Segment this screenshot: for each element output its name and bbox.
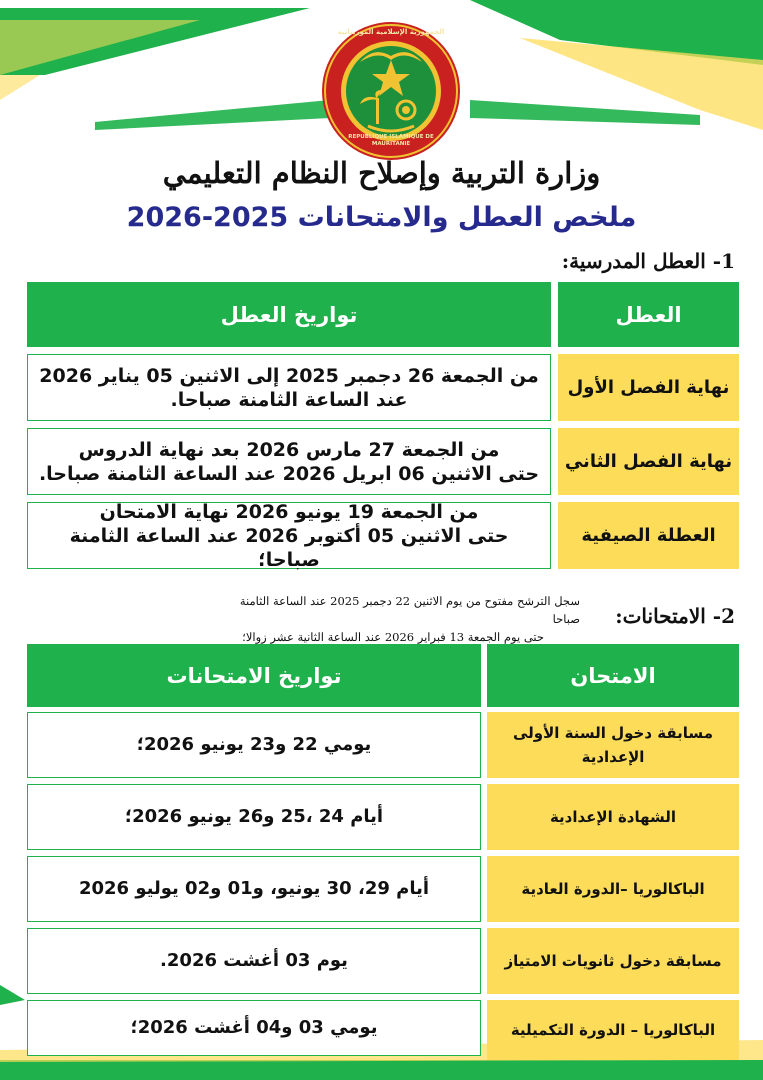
holiday-label-term1: نهاية الفصل الأول (558, 354, 739, 421)
holidays-header-holiday: العطل (558, 282, 739, 347)
exams-section-title: 2- الامتحانات: (615, 604, 735, 628)
top-left-yellow-band (0, 20, 200, 75)
holiday-dates-term1 (27, 354, 551, 421)
bottom-green-band (0, 1060, 763, 1080)
holiday-dates-line: حتى الاثنين 05 أكتوبر 2026 عند الساعة الثامنة صباحا؛ (69, 524, 509, 571)
exam-label-bac-normal: الباكالوريا –الدورة العادية (487, 856, 739, 922)
holidays-header-dates: تواريخ العطل (27, 282, 551, 347)
holiday-dates-summer (27, 502, 551, 569)
emblem-ring-text-ar: الجمهورية الإسلامية الموريتانية (337, 28, 445, 36)
holidays-section-title: 1- العطل المدرسية: (561, 249, 735, 273)
holiday-label-term2: نهاية الفصل الثاني (558, 428, 739, 495)
exam-label-brevet: الشهادة الإعدادية (487, 784, 739, 850)
holiday-dates-line: من الجمعة 27 مارس 2026 بعد نهاية الدروس (78, 438, 500, 461)
exam-date-bac-normal: أيام 29، 30 يونيو، و01 و02 يوليو 2026 (27, 856, 481, 922)
exam-date-excellence: يوم 03 أغشت 2026. (27, 928, 481, 994)
ministry-name: وزارة التربية وإصلاح النظام التعليمي (162, 156, 601, 190)
holiday-dates-line: حتى الاثنين 06 ابريل 2026 عند الساعة الثامنة صباحا. (38, 462, 540, 485)
registration-note-line: سجل الترشح مفتوح من يوم الاثنين 22 دجمبر 2025 عند الساعة الثامنة صباحا (239, 594, 580, 626)
exam-date-bac-supplementary: يومي 03 و04 أغشت 2026؛ (27, 1000, 481, 1056)
holiday-dates-line: من الجمعة 19 يونيو 2026 نهاية الامتحان (99, 500, 479, 523)
registration-note-line: حتى يوم الجمعة 13 فبراير 2026 عند الساعة الثانية عشر زوالا؛ (242, 630, 544, 644)
exam-label-excellence: مسابقة دخول ثانويات الامتياز (487, 928, 739, 994)
exams-header-dates: تواريخ الامتحانات (27, 644, 481, 707)
exam-label-first-year: مسابقة دخول السنة الأولى الإعدادية (487, 712, 739, 778)
emblem-ring-text-fr: REPUBLIQUE ISLAMIQUE DE MAURITANIE (348, 134, 434, 147)
exam-label-bac-supplementary: الباكالوريا – الدورة التكميلية (487, 1000, 739, 1060)
exam-date-first-year: يومي 22 و23 يونيو 2026؛ (27, 712, 481, 778)
registration-note (230, 592, 580, 646)
page-title: ملخص العطل والامتحانات 2025-2026 (126, 202, 637, 233)
bottom-left-triangle (0, 985, 25, 1005)
holiday-dates-term2 (27, 428, 551, 495)
holiday-dates-line: عند الساعة الثامنة صباحا. (170, 388, 408, 411)
exam-date-brevet: أيام 24 ،25 و26 يونيو 2026؛ (27, 784, 481, 850)
holiday-dates-line: من الجمعة 26 دجمبر 2025 إلى الاثنين 05 يناير 2026 (39, 364, 539, 387)
holiday-label-summer: العطلة الصيفية (558, 502, 739, 569)
exams-header-exam: الامتحان (487, 644, 739, 707)
